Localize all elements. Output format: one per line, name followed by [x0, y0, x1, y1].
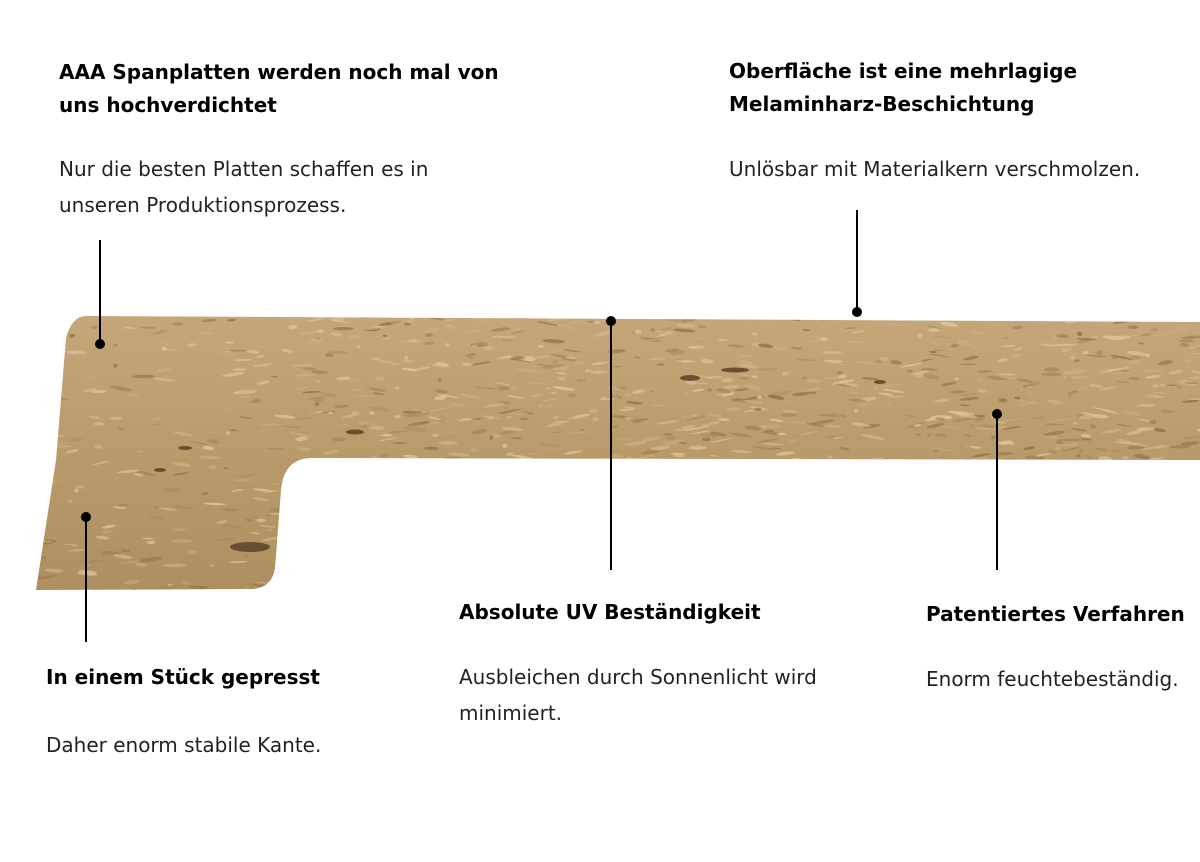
annotation-surface-text: Unlösbar mit Materialkern verschmolzen. — [729, 157, 1141, 181]
board-body — [36, 316, 1200, 590]
annotation-one-piece-title: In einem Stück gepresst — [46, 665, 320, 689]
annotation-uv-title: Absolute UV Beständigkeit — [459, 600, 761, 624]
annotation-compacted-text: Nur die besten Platten schaffen es in unseren Produktionsprozess. — [59, 157, 429, 217]
annotation-patent-title: Patentiertes Verfahren — [926, 602, 1185, 626]
annotation-compacted-title: AAA Spanplatten werden noch mal von uns hochverdichtet — [59, 60, 499, 117]
annotation-one-piece-text: Daher enorm stabile Kante. — [46, 733, 322, 757]
annotation-surface — [729, 55, 1189, 187]
annotation-patent-text: Enorm feuchtebeständig. — [926, 667, 1179, 691]
annotation-surface-title: Oberfläche ist eine mehrlagige Melaminharz-Beschichtung — [729, 59, 1078, 116]
annotation-uv — [459, 596, 879, 731]
annotation-patent — [926, 598, 1200, 697]
leader-surface — [852, 210, 862, 317]
annotation-uv-text: Ausbleichen durch Sonnenlicht wird minimiert. — [459, 665, 817, 725]
annotation-one-piece — [46, 661, 426, 763]
annotation-compacted — [59, 56, 499, 223]
